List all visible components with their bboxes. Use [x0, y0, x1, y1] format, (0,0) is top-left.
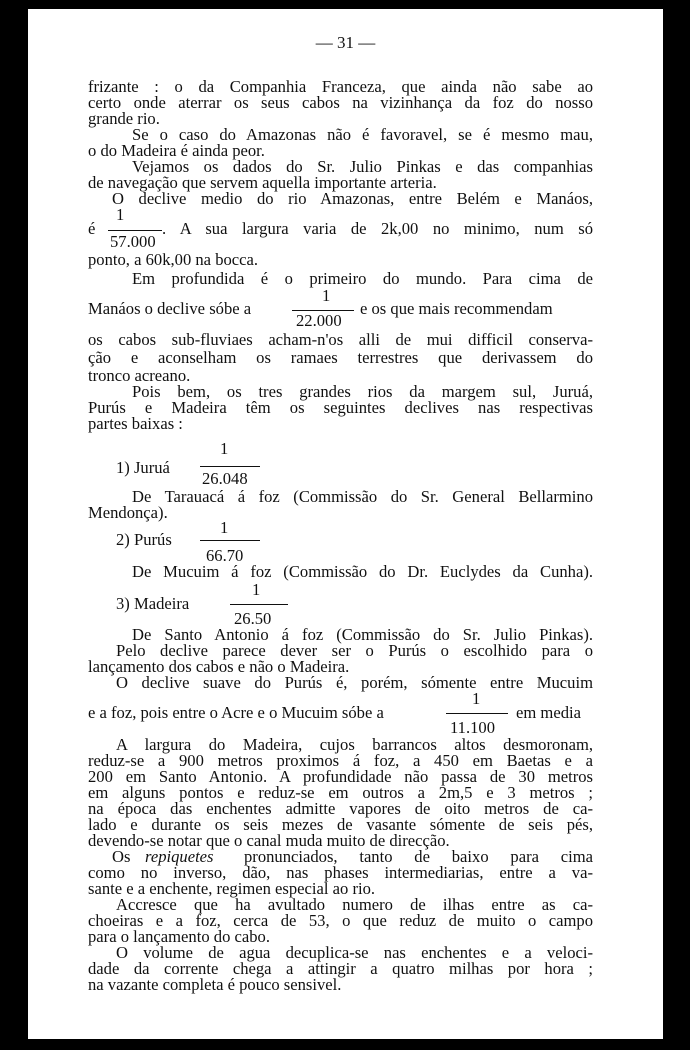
text-line: Pois bem, os tres grandes rios da margem sul, Juruá,: [132, 382, 593, 401]
text-line: grande rio.: [88, 109, 160, 128]
fraction-numerator: 1: [220, 518, 229, 537]
page-number: — 31 —: [315, 33, 376, 52]
text-line: De Mucuim á foz (Commissão do Dr. Euclydes da Cunha).: [132, 562, 593, 581]
text-line: sante e a enchente, regimen especial ao rio.: [88, 879, 376, 898]
text-line: certo onde aterrar os seus cabos na vizinhança da foz do nosso: [88, 93, 593, 112]
fraction-bar: [446, 713, 508, 714]
italic-term: repiquetes: [145, 847, 214, 866]
text-line: partes baixas :: [88, 414, 183, 433]
text-line: na época das enchentes admitte vapores de oito metros de ca-: [88, 799, 593, 818]
fraction-lead: é: [88, 219, 96, 238]
text-line: ponto, a 60k,00 na bocca.: [88, 250, 259, 269]
text-line: Purús e Madeira têm os seguintes declives nas respectivas: [88, 398, 593, 417]
fraction-bar: [200, 466, 260, 467]
document-page: [28, 9, 663, 1039]
fraction-denominator: 26.50: [234, 609, 272, 628]
text-line: em media: [516, 703, 581, 722]
list-item-label: 1) Juruá: [116, 458, 170, 477]
fraction-denominator: 66.70: [206, 546, 244, 565]
fraction-bar: [108, 230, 162, 231]
text-line: Vejamos os dados do Sr. Julio Pinkas e das companhias: [132, 157, 593, 176]
text-line: De Tarauacá á foz (Commissão do Sr. General Bellarmino: [132, 487, 593, 506]
text-line: e a foz, pois entre o Acre e o Mucuim sóbe a: [88, 703, 384, 722]
text-line: . A sua largura varia de 2k,00 no minimo, num só: [162, 219, 593, 238]
fraction-bar: [200, 540, 260, 541]
text-line: ção e aconselham os ramaes terrestres que derivassem do: [88, 348, 593, 367]
list-item-label: 2) Purús: [116, 530, 172, 549]
text-line: O declive medio do rio Amazonas, entre Belém e Manáos,: [112, 189, 593, 208]
text-line: De Santo Antonio á foz (Commissão do Sr. Julio Pinkas).: [132, 625, 593, 644]
fraction-denominator: 22.000: [296, 311, 342, 330]
list-item-label: 3) Madeira: [116, 594, 190, 613]
text-line: A largura do Madeira, cujos barrancos altos desmoronam,: [116, 735, 593, 754]
text-line: lançamento dos cabos e não o Madeira.: [88, 657, 350, 676]
text-line: como no inverso, dão, nas phases intermediarias, entre a va-: [88, 863, 593, 882]
text-line: os cabos sub-fluviaes acham-n'os alli de mui difficil conserva-: [88, 330, 593, 349]
text-line: Manáos o declive sóbe a: [88, 299, 252, 318]
text-line: lado e durante os seis mezes de vasante sómente de seis pés,: [88, 815, 593, 834]
fraction-numerator: 1: [116, 205, 125, 224]
text-line: O declive suave do Purús é, porém, sómente entre Mucuim: [116, 673, 593, 692]
text-line: devendo-se notar que o canal muda muito de direcção.: [88, 831, 450, 850]
text-line: para o lançamento do cabo.: [88, 927, 270, 946]
text-line: Pelo declive parece dever ser o Purús o escolhido para o: [116, 641, 593, 660]
fraction-numerator: 1: [220, 439, 229, 458]
fraction-numerator: 1: [322, 286, 331, 305]
fraction-numerator: 1: [252, 580, 261, 599]
text-line: reduz-se a 900 metros proximos á foz, a 450 em Baetas e a: [88, 751, 593, 770]
text-line: Accresce que ha avultado numero de ilhas entre as ca-: [116, 895, 593, 914]
text-line: O volume de agua decuplica-se nas enchentes e a veloci-: [116, 943, 593, 962]
fraction-denominator: 57.000: [110, 232, 156, 251]
text-line: em alguns pontos e reduz-se em outros a 2m,5 e 3 metros ;: [88, 783, 593, 802]
text-line: 200 em Santo Antonio. A profundidade não passa de 30 metros: [88, 767, 593, 786]
text-line: dade da corrente chega a attingir a quatro milhas por hora ;: [88, 959, 593, 978]
text-line: na vazante completa é pouco sensivel.: [88, 975, 342, 994]
fraction-denominator: 11.100: [450, 718, 496, 737]
text-line: Mendonça).: [88, 503, 168, 522]
text-line: tronco acreano.: [88, 366, 191, 385]
fraction-bar: [230, 604, 288, 605]
fraction-denominator: 26.048: [202, 469, 248, 488]
text-line: Se o caso do Amazonas não é favoravel, se é mesmo mau,: [132, 125, 593, 144]
text-line: pronunciados, tanto de baixo para cima: [244, 847, 593, 866]
fraction-numerator: 1: [472, 689, 481, 708]
text-word: Os: [112, 847, 131, 866]
text-line: Em profundida é o primeiro do mundo. Para cima de: [132, 269, 593, 288]
text-line: de navegação que servem aquella importante arteria.: [88, 173, 437, 192]
text-line: choeiras e a foz, cerca de 53, o que reduz de muito o campo: [88, 911, 593, 930]
text-line: o do Madeira é ainda peor.: [88, 141, 265, 160]
text-line: e os que mais recommendam: [360, 299, 553, 318]
text-line: frizante : o da Companhia Franceza, que ainda não sabe ao: [88, 77, 593, 96]
